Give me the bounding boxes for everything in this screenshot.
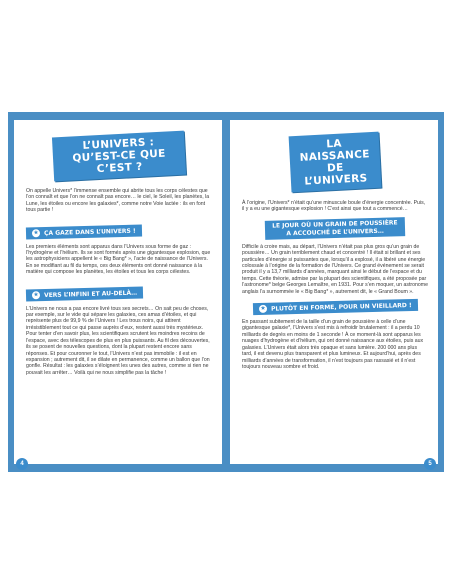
page-number-right: 5	[424, 458, 436, 470]
right-section-text-2: En passant subitement de la taille d’un grain de poussière à celle d’une gigantesque galaxie*, l’Univers s’est mis à refroidir brutalement : il a perdu 10 milliards de degrés en moins de 1 seconde ! À ce moment-là sont apparus les nuages d’hydrogène et d’hélium, qui ont donné naissance aux étoiles, puis aux galaxies. L’Univers était alors très opaque et sans lumière. 200 000 ans plus tard, il est devenu plus transparent et plus lumineux. Et aujourd’hui, après des milliards d’années de transformation, il n’est toujours pas rassasié et il n’est toujours nouveau sombre et froid.	[242, 319, 424, 370]
left-section-heading-2: ★ VERS L’INFINI ET AU-DELÀ…	[26, 286, 143, 301]
right-page-title: LA NAISSANCE DE L’UNIVERS	[289, 132, 382, 193]
star-icon: ★	[259, 304, 266, 313]
star-icon: ★	[33, 228, 39, 236]
left-page	[14, 120, 222, 467]
left-section-heading-1: ★ ÇA GAZE DANS L’UNIVERS !	[26, 224, 142, 239]
right-page	[230, 120, 438, 467]
star-icon: ★	[33, 290, 39, 298]
right-section-heading-2: ★ PLUTÔT EN FORME, POUR UN VIEILLARD !	[253, 299, 418, 315]
left-section-text-2: L’Univers ne nous a pas encore livré tous ses secrets… On sait peu de choses, par exemple, sur le vide qui sépare les galaxies, ces amas d’étoiles, et qui représente plus de 99,9 % de l’Univers ! Les trous noirs, qui attirent irrésistiblement tout ce qui passe auprès d’eux, restent aussi très mystérieux. Pour tenter d’en savoir plus, les scientifiques scrutent les moindres recoins de l’espace, avec des télescopes de plus en plus puissants. Au fil des découvertes, ils se posent de nouvelles questions, dont la plupart restent encore sans réponses. Et pour couronner le tout, l’Univers n’est pas immobile : il est en expansion ; autrement dit, il se dilate en permanence, comme un ballon que l’on gonfle. Résultat : les galaxies s’éloignent les unes des autres, comme si rien ne pouvait les arrêter… Voilà qui ne nous simplifie pas la tâche !	[26, 305, 210, 376]
left-section-text-1: Les premiers éléments sont apparus dans l’Univers sous forme de gaz : l’hydrogène et l’hélium. Ils se sont formés après une gigantesque explosion, que les astrophysiciens appellent le « Big Bang* », l’acte de naissance de l’Univers. En se modifiant au fil du temps, ces deux éléments ont donné naissance à la matière qui compose les planètes, les étoiles et tous les corps célestes.	[26, 243, 211, 276]
page-number-left: 4	[16, 458, 28, 470]
right-intro-paragraph: À l’origine, l’Univers* n’était qu’une minuscule boule d’énergie concentrée. Puis, il y a eu une gigantesque explosion ! C’est ainsi que tout a commencé…	[242, 200, 426, 213]
left-page-title: L’UNIVERS : QU’EST-CE QUE C’EST ?	[52, 131, 186, 182]
right-section-text-1: Difficile à croire mais, au départ, l’Univers n’était pas plus gros qu’un grain de poussière… Un grain terriblement chaud et concentré ! Il était si brillant et ses particules d’énergie si puissantes que, lorsqu’il a explosé, il a libéré une énergie colossale à l’origine de la formation de l’Univers. Ce grand événement se serait produit il y a 13,7 milliards d’années, marquant ainsi le début de l’espace et du temps. Cette théorie, admise par la plupart des scientifiques, a été proposée par l’astronome* belge Georges Lemaître, en 1931. Pour s’en moquer, un astronome anglais l’a surnommée le « Big Bang* », autrement dit, le « Grand Boum ».	[242, 243, 428, 295]
right-section-heading-1: LE JOUR OÙ UN GRAIN DE POUSSIÈRE A ACCOUCHÉ DE L’UNIVERS…	[265, 217, 405, 240]
left-intro-paragraph: On appelle Univers* l’immense ensemble qui abrite tous les corps célestes que l’on connaît et que l’on ne connaît pas encore… le ciel, le Soleil, les planètes, la Lune, les étoiles ou encore les galaxies*, comme notre Voie lactée : ils en font tous partie !	[26, 188, 210, 214]
